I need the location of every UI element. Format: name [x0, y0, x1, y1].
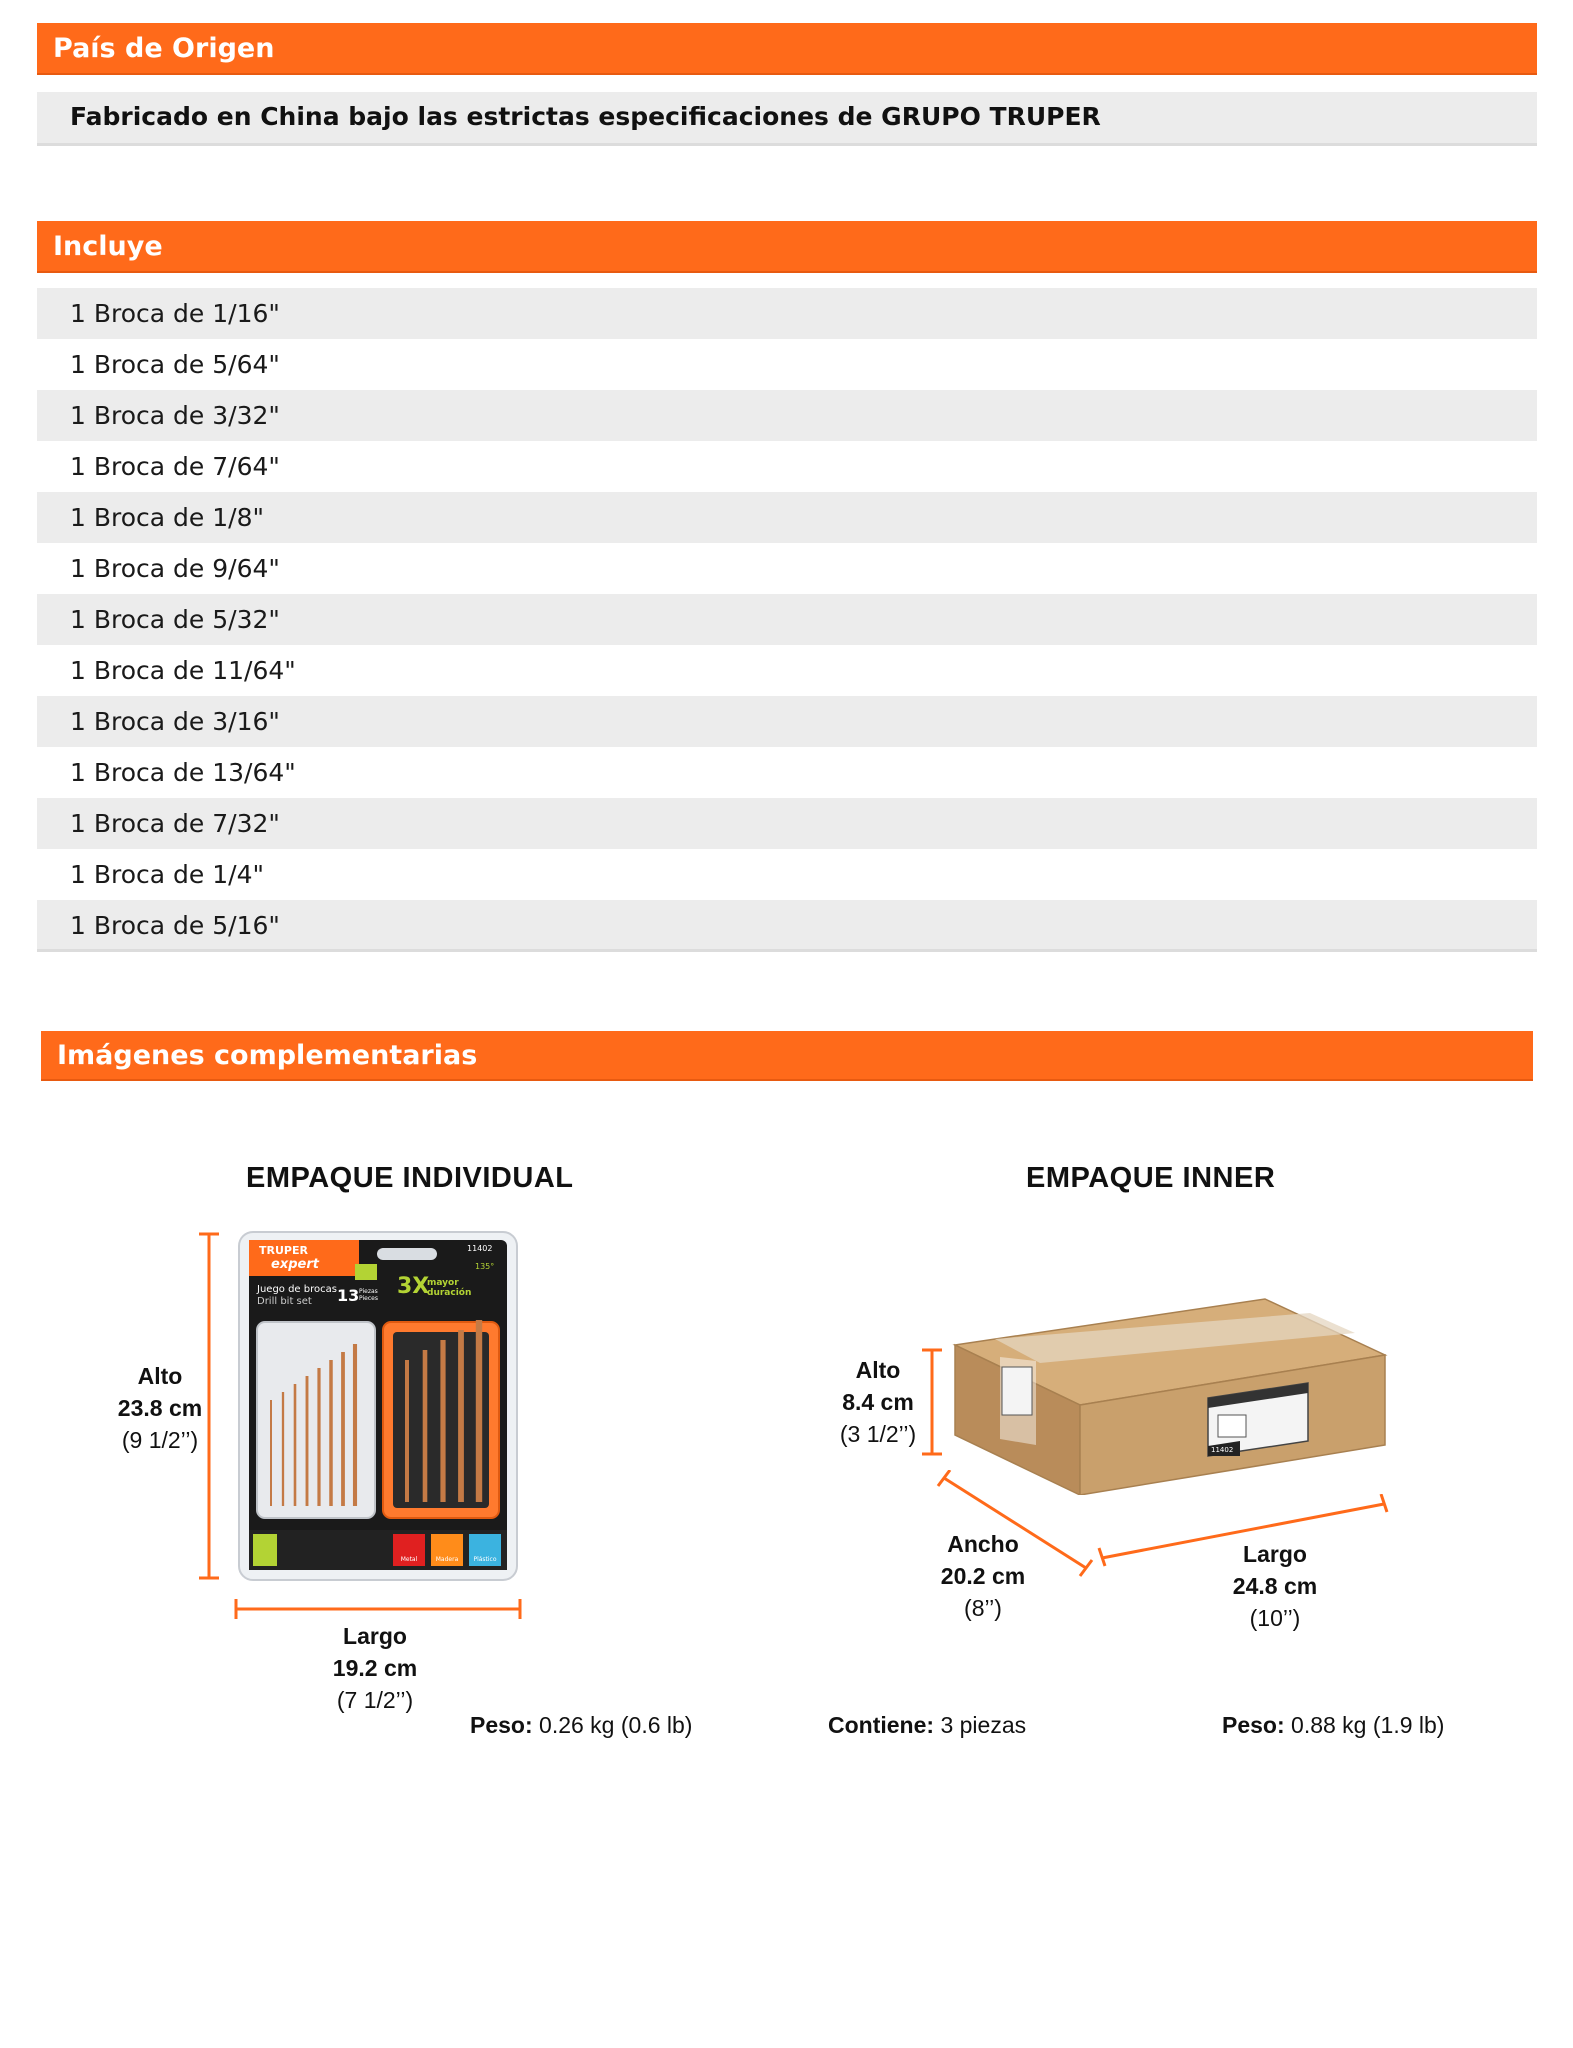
- include-item: 1 Broca de 7/64": [70, 452, 280, 481]
- include-item: 1 Broca de 13/64": [70, 758, 296, 787]
- pack-zone-metal: Metal: [400, 1556, 418, 1563]
- individual-length-arrow: [232, 1597, 524, 1621]
- include-item: 1 Broca de 7/32": [37, 798, 1537, 849]
- individual-weight: Peso: 0.26 kg (0.6 lb): [470, 1712, 693, 1738]
- includes-list-divider: [37, 949, 1537, 952]
- inner-contents: Contiene: 3 piezas: [828, 1712, 1027, 1738]
- include-item: 1 Broca de 9/64": [70, 554, 280, 583]
- pack-name-en: Drill bit set: [257, 1296, 312, 1307]
- origin-text: Fabricado en China bajo las estrictas especificaciones de GRUPO TRUPER: [37, 92, 1537, 146]
- individual-length-label: Largo 19.2 cm (7 1/2’’): [332, 1623, 418, 1713]
- pack-angle: 135°: [475, 1262, 495, 1271]
- pack-code: 11402: [467, 1244, 493, 1253]
- includes-section-header: Incluye: [37, 221, 1537, 273]
- include-item: 1 Broca de 3/16": [37, 696, 1537, 747]
- include-item: 1 Broca de 3/32": [37, 390, 1537, 441]
- include-item: 1 Broca de 1/16": [37, 288, 1537, 339]
- origin-section-header: País de Origen: [37, 23, 1537, 75]
- include-item: 1 Broca de 5/16": [37, 900, 1537, 951]
- inner-length-label: Largo 24.8 cm (10’’): [1232, 1541, 1318, 1631]
- inner-box-image: [950, 1295, 1390, 1495]
- pack-promo-big: 3X: [397, 1274, 430, 1299]
- pack-zone-wood: Madera: [435, 1556, 459, 1563]
- inner-width-label: Ancho 20.2 cm (8’’): [940, 1531, 1026, 1621]
- include-item: 1 Broca de 5/64": [70, 350, 280, 379]
- pack-pieces: 13: [337, 1286, 360, 1305]
- individual-height-label: Alto 23.8 cm (9 1/2’’): [117, 1363, 203, 1453]
- pack-line: expert: [271, 1257, 319, 1272]
- include-item: 1 Broca de 11/64": [70, 656, 296, 685]
- pack-promo-text: mayor duración: [427, 1278, 472, 1298]
- pack-zone-plastic: Plástico: [473, 1556, 497, 1563]
- inner-box-code: 11402: [1211, 1446, 1234, 1454]
- include-item: 1 Broca de 5/32": [37, 594, 1537, 645]
- pack-pieces-label: Piezas Pieces: [359, 1288, 378, 1302]
- inner-weight: Peso: 0.88 kg (1.9 lb): [1222, 1712, 1445, 1738]
- inner-height-label: Alto 8.4 cm (3 1/2’’): [839, 1357, 917, 1447]
- include-item: 1 Broca de 1/4": [70, 860, 264, 889]
- inner-package-title: EMPAQUE INNER: [1026, 1162, 1276, 1194]
- individual-package-image: [237, 1230, 519, 1582]
- include-item: 1 Broca de 1/8": [37, 492, 1537, 543]
- individual-package-title: EMPAQUE INDIVIDUAL: [246, 1162, 574, 1194]
- pack-name-es: Juego de brocas: [257, 1284, 337, 1295]
- pack-brand: TRUPER: [259, 1244, 308, 1257]
- images-section-header: Imágenes complementarias: [41, 1031, 1533, 1081]
